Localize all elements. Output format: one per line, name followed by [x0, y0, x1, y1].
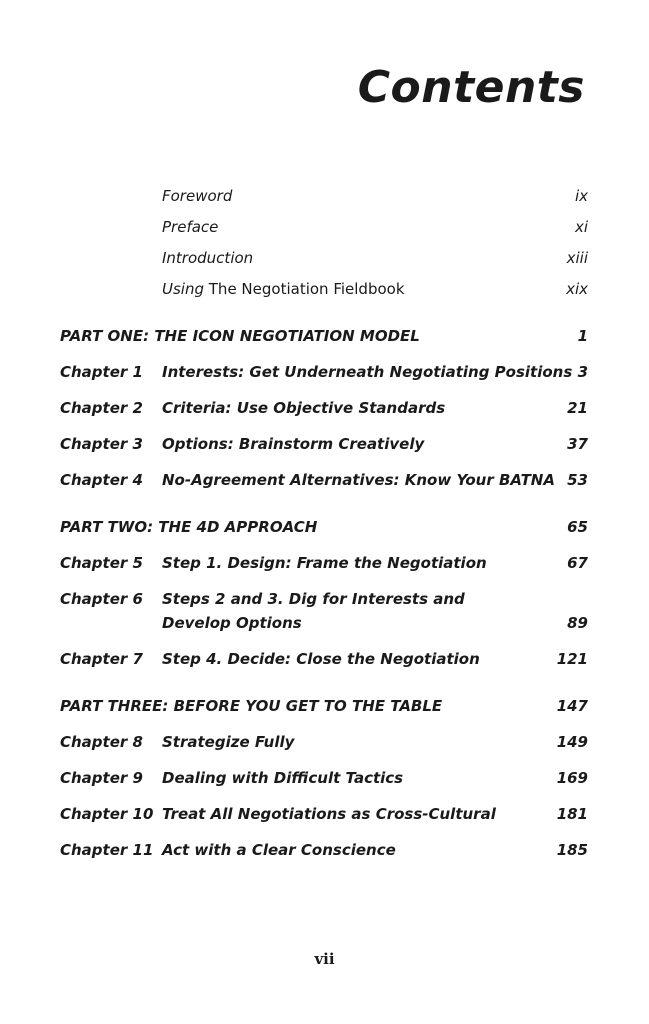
chapter-label: Chapter 3: [60, 435, 143, 453]
chapter-title: Strategize Fully: [162, 733, 295, 751]
entry-page: ix: [574, 187, 588, 205]
entry-page: 121: [556, 650, 588, 668]
chapter-title-line-2: Develop Options: [162, 614, 302, 632]
entry-page: 37: [567, 435, 588, 453]
chapter-title: Options: Brainstorm Creatively: [162, 435, 425, 453]
toc-chapter-7[interactable]: [0, 647, 649, 671]
chapter-title: No-Agreement Alternatives: Know Your BATNA: [162, 471, 555, 489]
toc-chapter-3[interactable]: [0, 432, 649, 456]
entry-page: 21: [567, 399, 588, 417]
chapter-label: Chapter 5: [60, 554, 143, 572]
chapter-label: Chapter 7: [60, 650, 143, 668]
toc-chapter-2[interactable]: [0, 396, 649, 420]
part-label: PART THREE: BEFORE YOU GET TO THE TABLE: [60, 697, 443, 715]
toc-chapter-9[interactable]: [0, 766, 649, 790]
chapter-title: Treat All Negotiations as Cross-Cultural: [162, 805, 496, 823]
chapter-title: Step 1. Design: Frame the Negotiation: [162, 554, 487, 572]
entry-page: 53: [567, 471, 588, 489]
entry-page: 181: [556, 805, 588, 823]
entry-page: xiii: [566, 249, 588, 267]
chapter-label: Chapter 11: [60, 841, 154, 859]
toc-entry-preface[interactable]: [0, 215, 649, 239]
toc-part-three[interactable]: [0, 694, 649, 718]
toc-part-two[interactable]: [0, 515, 649, 539]
entry-page: xi: [574, 218, 588, 236]
chapter-label: Chapter 9: [60, 769, 143, 787]
entry-page: 1: [577, 327, 588, 345]
entry-title: Preface: [162, 218, 219, 236]
entry-page: 65: [567, 518, 588, 536]
chapter-title: Dealing with Difficult Tactics: [162, 769, 404, 787]
entry-title-italic: Using: [162, 280, 204, 298]
entry-page: xix: [566, 280, 588, 298]
toc-entry-foreword[interactable]: [0, 184, 649, 208]
page-title: Contents: [357, 62, 585, 113]
entry-page: 185: [556, 841, 588, 859]
chapter-title: Steps 2 and 3. Dig for Interests and: [162, 590, 465, 608]
chapter-title: Interests: Get Underneath Negotiating Positions: [162, 363, 573, 381]
entry-title: Foreword: [162, 187, 233, 205]
entry-page: 67: [567, 554, 588, 572]
entry-page: 149: [556, 733, 588, 751]
toc-chapter-4[interactable]: [0, 468, 649, 492]
toc-chapter-6[interactable]: [0, 587, 649, 635]
toc-chapter-10[interactable]: [0, 802, 649, 826]
toc-chapter-5[interactable]: [0, 551, 649, 575]
chapter-label: Chapter 10: [60, 805, 154, 823]
chapter-title: Act with a Clear Conscience: [162, 841, 396, 859]
part-label: PART ONE: THE ICON NEGOTIATION MODEL: [60, 327, 420, 345]
chapter-label: Chapter 4: [60, 471, 143, 489]
entry-title: [162, 277, 405, 301]
entry-title-upright: The Negotiation Fieldbook: [204, 280, 405, 298]
toc-part-one[interactable]: [0, 324, 649, 348]
entry-page: 3: [577, 363, 588, 381]
part-label: PART TWO: THE 4D APPROACH: [60, 518, 318, 536]
chapter-title: Criteria: Use Objective Standards: [162, 399, 446, 417]
entry-page: 169: [556, 769, 588, 787]
chapter-label: Chapter 8: [60, 733, 143, 751]
toc-chapter-1[interactable]: [0, 360, 649, 384]
chapter-label: Chapter 6: [60, 590, 143, 608]
toc-chapter-8[interactable]: [0, 730, 649, 754]
chapter-title: Step 4. Decide: Close the Negotiation: [162, 650, 480, 668]
toc-chapter-11[interactable]: [0, 838, 649, 862]
page-number: vii: [314, 950, 335, 968]
entry-page: 89: [567, 614, 588, 632]
toc-entry-using-fieldbook[interactable]: [0, 277, 649, 301]
entry-page: 147: [556, 697, 588, 715]
chapter-label: Chapter 1: [60, 363, 143, 381]
toc-entry-introduction[interactable]: [0, 246, 649, 270]
entry-title: Introduction: [162, 249, 254, 267]
chapter-label: Chapter 2: [60, 399, 143, 417]
